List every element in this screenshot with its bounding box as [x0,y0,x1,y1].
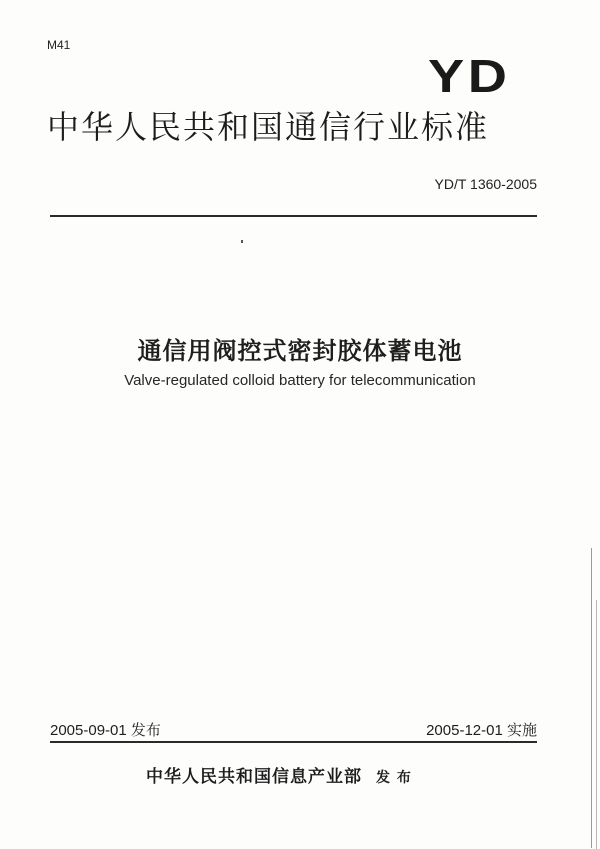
scan-edge-line [596,600,597,849]
publish-date: 2005-09-01 发布 [50,722,161,739]
standard-number: YD/T 1360-2005 [434,176,537,192]
top-divider [50,215,537,217]
org-title: 中华人民共和国通信行业标准 [47,108,490,146]
document-title-en: Valve-regulated colloid battery for telecommunication [124,372,476,389]
scan-edge-line [591,548,592,848]
bottom-divider [50,741,537,743]
scan-speck [241,240,243,243]
issue-word: 发 布 [376,770,412,786]
document-title-cn: 通信用阀控式密封胶体蓄电池 [137,337,463,365]
yd-logo: YD [428,50,511,102]
classification-code: M41 [47,38,71,52]
implement-date: 2005-12-01 实施 [426,722,537,739]
issuer-name: 中华人民共和国信息产业部 [146,767,362,787]
issuer-line [146,762,412,787]
